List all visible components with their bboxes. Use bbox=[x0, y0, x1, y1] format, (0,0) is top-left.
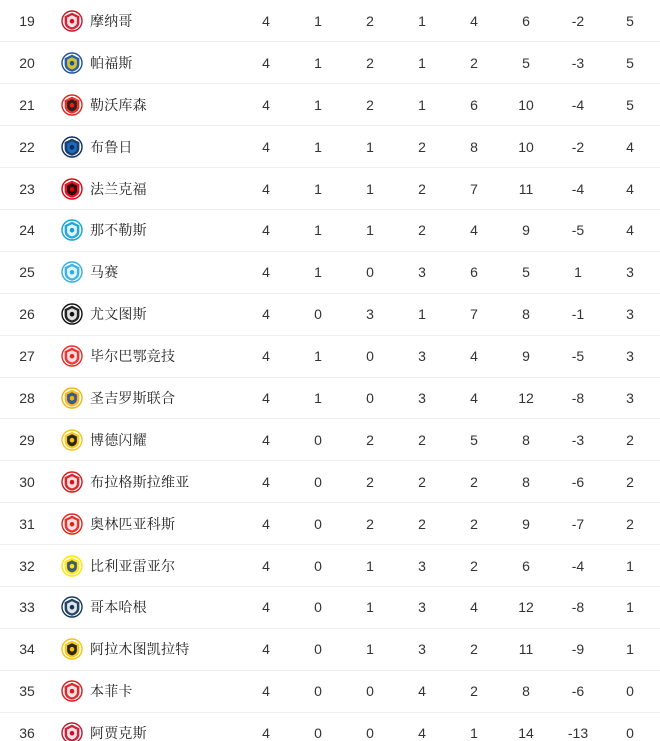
table-row[interactable] bbox=[0, 545, 660, 587]
union-sg-crest bbox=[61, 387, 83, 409]
row-team-name: 法兰克福 bbox=[90, 180, 147, 197]
row-points: 3 bbox=[604, 251, 656, 293]
row-spacer bbox=[656, 503, 660, 545]
row-team-name: 哥本哈根 bbox=[90, 599, 147, 616]
row-wins: 0 bbox=[292, 628, 344, 670]
row-crest-cell bbox=[54, 126, 90, 168]
row-crest-cell bbox=[54, 712, 90, 741]
row-wins: 1 bbox=[292, 377, 344, 419]
row-played: 4 bbox=[240, 0, 292, 42]
row-goal-diff: -6 bbox=[552, 461, 604, 503]
row-points: 3 bbox=[604, 293, 656, 335]
row-team-name: 阿贾克斯 bbox=[90, 725, 147, 741]
row-rank: 22 bbox=[0, 126, 54, 168]
row-goals-for: 8 bbox=[448, 126, 500, 168]
row-played: 4 bbox=[240, 335, 292, 377]
table-row[interactable] bbox=[0, 586, 660, 628]
row-played: 4 bbox=[240, 461, 292, 503]
athletic-bilbao-crest bbox=[61, 345, 83, 367]
table-row[interactable] bbox=[0, 251, 660, 293]
row-spacer bbox=[656, 0, 660, 42]
row-goals-for: 5 bbox=[448, 419, 500, 461]
row-played: 4 bbox=[240, 293, 292, 335]
row-crest-cell bbox=[54, 461, 90, 503]
table-row[interactable] bbox=[0, 168, 660, 210]
row-team-cell[interactable] bbox=[90, 84, 240, 126]
row-rank: 28 bbox=[0, 377, 54, 419]
row-wins: 1 bbox=[292, 0, 344, 42]
row-played: 4 bbox=[240, 712, 292, 741]
row-draws: 2 bbox=[344, 42, 396, 84]
table-row[interactable] bbox=[0, 0, 660, 42]
row-goal-diff: -8 bbox=[552, 586, 604, 628]
row-goal-diff: -2 bbox=[552, 0, 604, 42]
table-row[interactable] bbox=[0, 293, 660, 335]
row-wins: 1 bbox=[292, 84, 344, 126]
row-team-cell[interactable] bbox=[90, 168, 240, 210]
table-row[interactable] bbox=[0, 628, 660, 670]
row-played: 4 bbox=[240, 126, 292, 168]
row-goal-diff: -7 bbox=[552, 503, 604, 545]
row-spacer bbox=[656, 84, 660, 126]
row-spacer bbox=[656, 209, 660, 251]
row-crest-cell bbox=[54, 377, 90, 419]
row-goals-for: 2 bbox=[448, 42, 500, 84]
table-row[interactable] bbox=[0, 712, 660, 741]
row-spacer bbox=[656, 335, 660, 377]
row-goals-for: 2 bbox=[448, 670, 500, 712]
row-played: 4 bbox=[240, 251, 292, 293]
row-wins: 0 bbox=[292, 670, 344, 712]
row-points: 5 bbox=[604, 42, 656, 84]
row-draws: 2 bbox=[344, 84, 396, 126]
row-team-name: 那不勒斯 bbox=[90, 222, 147, 239]
row-draws: 2 bbox=[344, 461, 396, 503]
row-goals-against: 5 bbox=[500, 42, 552, 84]
table-row[interactable] bbox=[0, 42, 660, 84]
row-points: 1 bbox=[604, 545, 656, 587]
row-spacer bbox=[656, 712, 660, 741]
row-losses: 1 bbox=[396, 293, 448, 335]
row-points: 2 bbox=[604, 461, 656, 503]
monaco-crest bbox=[61, 10, 83, 32]
row-team-name: 本菲卡 bbox=[90, 683, 133, 700]
row-losses: 3 bbox=[396, 335, 448, 377]
row-team-cell[interactable] bbox=[90, 251, 240, 293]
villarreal-crest bbox=[61, 555, 83, 577]
row-wins: 0 bbox=[292, 712, 344, 741]
row-goal-diff: -5 bbox=[552, 209, 604, 251]
row-losses: 3 bbox=[396, 377, 448, 419]
row-losses: 1 bbox=[396, 84, 448, 126]
row-spacer bbox=[656, 628, 660, 670]
row-goals-for: 2 bbox=[448, 503, 500, 545]
row-team-cell[interactable] bbox=[90, 461, 240, 503]
napoli-crest bbox=[61, 219, 83, 241]
row-draws: 2 bbox=[344, 419, 396, 461]
row-goals-against: 6 bbox=[500, 545, 552, 587]
row-crest-cell bbox=[54, 168, 90, 210]
row-goal-diff: -5 bbox=[552, 335, 604, 377]
row-played: 4 bbox=[240, 628, 292, 670]
row-crest-cell bbox=[54, 251, 90, 293]
row-points: 1 bbox=[604, 628, 656, 670]
row-spacer bbox=[656, 586, 660, 628]
row-crest-cell bbox=[54, 84, 90, 126]
row-team-cell[interactable] bbox=[90, 503, 240, 545]
row-team-name: 布拉格斯拉维亚 bbox=[90, 473, 190, 490]
row-goals-for: 2 bbox=[448, 628, 500, 670]
row-rank: 36 bbox=[0, 712, 54, 741]
row-draws: 0 bbox=[344, 335, 396, 377]
row-spacer bbox=[656, 545, 660, 587]
row-draws: 1 bbox=[344, 168, 396, 210]
table-row[interactable] bbox=[0, 335, 660, 377]
row-goals-against: 11 bbox=[500, 168, 552, 210]
row-rank: 30 bbox=[0, 461, 54, 503]
row-team-cell[interactable] bbox=[90, 586, 240, 628]
row-goals-for: 1 bbox=[448, 712, 500, 741]
row-rank: 19 bbox=[0, 0, 54, 42]
row-goals-for: 4 bbox=[448, 586, 500, 628]
row-losses: 3 bbox=[396, 628, 448, 670]
row-goal-diff: -9 bbox=[552, 628, 604, 670]
row-losses: 1 bbox=[396, 0, 448, 42]
row-losses: 2 bbox=[396, 126, 448, 168]
row-points: 3 bbox=[604, 335, 656, 377]
row-points: 5 bbox=[604, 84, 656, 126]
row-goals-against: 6 bbox=[500, 0, 552, 42]
row-crest-cell bbox=[54, 0, 90, 42]
row-points: 4 bbox=[604, 209, 656, 251]
kairat-crest bbox=[61, 638, 83, 660]
row-team-cell[interactable] bbox=[90, 670, 240, 712]
row-team-cell[interactable] bbox=[90, 209, 240, 251]
row-goals-against: 9 bbox=[500, 503, 552, 545]
row-draws: 1 bbox=[344, 126, 396, 168]
table-row[interactable] bbox=[0, 209, 660, 251]
row-draws: 1 bbox=[344, 628, 396, 670]
row-wins: 1 bbox=[292, 251, 344, 293]
row-team-cell[interactable] bbox=[90, 419, 240, 461]
row-rank: 32 bbox=[0, 545, 54, 587]
row-losses: 2 bbox=[396, 419, 448, 461]
row-played: 4 bbox=[240, 586, 292, 628]
row-losses: 2 bbox=[396, 461, 448, 503]
row-losses: 3 bbox=[396, 545, 448, 587]
row-spacer bbox=[656, 670, 660, 712]
row-goal-diff: -4 bbox=[552, 545, 604, 587]
leverkusen-crest bbox=[61, 94, 83, 116]
row-points: 0 bbox=[604, 670, 656, 712]
row-rank: 20 bbox=[0, 42, 54, 84]
row-goals-for: 6 bbox=[448, 251, 500, 293]
row-losses: 3 bbox=[396, 251, 448, 293]
table-row[interactable] bbox=[0, 84, 660, 126]
table-row[interactable] bbox=[0, 670, 660, 712]
row-points: 2 bbox=[604, 503, 656, 545]
row-points: 3 bbox=[604, 377, 656, 419]
row-team-name: 毕尔巴鄂竞技 bbox=[90, 348, 176, 365]
row-goals-against: 5 bbox=[500, 251, 552, 293]
row-crest-cell bbox=[54, 545, 90, 587]
row-draws: 2 bbox=[344, 0, 396, 42]
row-crest-cell bbox=[54, 628, 90, 670]
row-wins: 0 bbox=[292, 461, 344, 503]
row-goals-for: 4 bbox=[448, 377, 500, 419]
table-row[interactable] bbox=[0, 503, 660, 545]
row-goals-against: 9 bbox=[500, 335, 552, 377]
table-row[interactable] bbox=[0, 419, 660, 461]
ajax-crest bbox=[61, 722, 83, 741]
row-spacer bbox=[656, 42, 660, 84]
row-goals-for: 4 bbox=[448, 0, 500, 42]
row-goal-diff: 1 bbox=[552, 251, 604, 293]
slavia-prague-crest bbox=[61, 471, 83, 493]
row-team-cell[interactable] bbox=[90, 42, 240, 84]
row-team-cell[interactable] bbox=[90, 545, 240, 587]
row-team-cell[interactable] bbox=[90, 293, 240, 335]
row-draws: 0 bbox=[344, 670, 396, 712]
row-goals-for: 7 bbox=[448, 293, 500, 335]
row-team-name: 帕福斯 bbox=[90, 54, 133, 71]
row-rank: 27 bbox=[0, 335, 54, 377]
juventus-crest bbox=[61, 303, 83, 325]
row-goals-against: 9 bbox=[500, 209, 552, 251]
row-rank: 33 bbox=[0, 586, 54, 628]
row-points: 4 bbox=[604, 168, 656, 210]
row-team-cell[interactable] bbox=[90, 377, 240, 419]
row-goals-for: 6 bbox=[448, 84, 500, 126]
row-crest-cell bbox=[54, 586, 90, 628]
olympiacos-crest bbox=[61, 513, 83, 535]
row-rank: 24 bbox=[0, 209, 54, 251]
row-rank: 26 bbox=[0, 293, 54, 335]
row-goal-diff: -3 bbox=[552, 419, 604, 461]
row-crest-cell bbox=[54, 419, 90, 461]
row-goals-for: 2 bbox=[448, 545, 500, 587]
row-played: 4 bbox=[240, 42, 292, 84]
row-losses: 1 bbox=[396, 42, 448, 84]
row-spacer bbox=[656, 251, 660, 293]
row-goals-against: 8 bbox=[500, 293, 552, 335]
copenhagen-crest bbox=[61, 596, 83, 618]
row-losses: 4 bbox=[396, 712, 448, 741]
row-goal-diff: -6 bbox=[552, 670, 604, 712]
row-losses: 2 bbox=[396, 503, 448, 545]
row-points: 1 bbox=[604, 586, 656, 628]
row-crest-cell bbox=[54, 42, 90, 84]
row-draws: 3 bbox=[344, 293, 396, 335]
row-team-name: 勒沃库森 bbox=[90, 96, 147, 113]
row-rank: 29 bbox=[0, 419, 54, 461]
row-played: 4 bbox=[240, 419, 292, 461]
row-rank: 21 bbox=[0, 84, 54, 126]
row-goal-diff: -8 bbox=[552, 377, 604, 419]
benfica-crest bbox=[61, 680, 83, 702]
row-losses: 2 bbox=[396, 209, 448, 251]
row-crest-cell bbox=[54, 335, 90, 377]
row-team-name: 阿拉木图凯拉特 bbox=[90, 641, 190, 658]
row-team-cell[interactable] bbox=[90, 126, 240, 168]
row-wins: 1 bbox=[292, 42, 344, 84]
row-wins: 1 bbox=[292, 126, 344, 168]
row-spacer bbox=[656, 461, 660, 503]
row-wins: 1 bbox=[292, 168, 344, 210]
row-goal-diff: -2 bbox=[552, 126, 604, 168]
row-team-name: 圣吉罗斯联合 bbox=[90, 389, 176, 406]
row-goals-against: 8 bbox=[500, 670, 552, 712]
row-draws: 2 bbox=[344, 503, 396, 545]
row-points: 4 bbox=[604, 126, 656, 168]
row-rank: 23 bbox=[0, 168, 54, 210]
row-goals-against: 14 bbox=[500, 712, 552, 741]
row-team-name: 尤文图斯 bbox=[90, 306, 147, 323]
row-wins: 0 bbox=[292, 419, 344, 461]
row-played: 4 bbox=[240, 168, 292, 210]
row-wins: 0 bbox=[292, 503, 344, 545]
row-draws: 0 bbox=[344, 251, 396, 293]
row-spacer bbox=[656, 126, 660, 168]
row-losses: 4 bbox=[396, 670, 448, 712]
row-rank: 25 bbox=[0, 251, 54, 293]
row-team-name: 摩纳哥 bbox=[90, 12, 133, 29]
row-points: 5 bbox=[604, 0, 656, 42]
row-goal-diff: -4 bbox=[552, 84, 604, 126]
row-goals-for: 4 bbox=[448, 335, 500, 377]
marseille-crest bbox=[61, 261, 83, 283]
row-played: 4 bbox=[240, 84, 292, 126]
row-team-cell[interactable] bbox=[90, 628, 240, 670]
row-goal-diff: -1 bbox=[552, 293, 604, 335]
row-crest-cell bbox=[54, 503, 90, 545]
row-crest-cell bbox=[54, 209, 90, 251]
row-draws: 1 bbox=[344, 545, 396, 587]
row-team-cell[interactable] bbox=[90, 0, 240, 42]
row-goals-against: 12 bbox=[500, 377, 552, 419]
row-rank: 35 bbox=[0, 670, 54, 712]
row-wins: 1 bbox=[292, 209, 344, 251]
row-crest-cell bbox=[54, 293, 90, 335]
row-draws: 0 bbox=[344, 712, 396, 741]
row-team-cell[interactable] bbox=[90, 712, 240, 741]
row-goal-diff: -3 bbox=[552, 42, 604, 84]
club-brugge-crest bbox=[61, 136, 83, 158]
row-team-name: 马赛 bbox=[90, 264, 119, 281]
row-spacer bbox=[656, 419, 660, 461]
row-goal-diff: -4 bbox=[552, 168, 604, 210]
row-goals-against: 8 bbox=[500, 419, 552, 461]
row-rank: 31 bbox=[0, 503, 54, 545]
pafos-crest bbox=[61, 52, 83, 74]
row-goals-against: 12 bbox=[500, 586, 552, 628]
row-goals-against: 11 bbox=[500, 628, 552, 670]
row-goals-against: 10 bbox=[500, 126, 552, 168]
row-points: 0 bbox=[604, 712, 656, 741]
row-played: 4 bbox=[240, 503, 292, 545]
row-spacer bbox=[656, 377, 660, 419]
row-goals-against: 10 bbox=[500, 84, 552, 126]
row-wins: 0 bbox=[292, 293, 344, 335]
row-wins: 0 bbox=[292, 586, 344, 628]
row-wins: 0 bbox=[292, 545, 344, 587]
row-played: 4 bbox=[240, 209, 292, 251]
row-goal-diff: -13 bbox=[552, 712, 604, 741]
row-draws: 1 bbox=[344, 586, 396, 628]
table-row[interactable] bbox=[0, 377, 660, 419]
row-team-name: 奥林匹亚科斯 bbox=[90, 515, 176, 532]
row-wins: 1 bbox=[292, 335, 344, 377]
row-team-name: 比利亚雷亚尔 bbox=[90, 557, 176, 574]
frankfurt-crest bbox=[61, 178, 83, 200]
row-spacer bbox=[656, 168, 660, 210]
row-played: 4 bbox=[240, 670, 292, 712]
row-draws: 0 bbox=[344, 377, 396, 419]
row-rank: 34 bbox=[0, 628, 54, 670]
row-played: 4 bbox=[240, 377, 292, 419]
table-row[interactable] bbox=[0, 461, 660, 503]
row-goals-against: 8 bbox=[500, 461, 552, 503]
row-goals-for: 2 bbox=[448, 461, 500, 503]
row-goals-for: 7 bbox=[448, 168, 500, 210]
row-goals-for: 4 bbox=[448, 209, 500, 251]
bodo-glimt-crest bbox=[61, 429, 83, 451]
row-draws: 1 bbox=[344, 209, 396, 251]
row-team-name: 博德闪耀 bbox=[90, 431, 147, 448]
row-spacer bbox=[656, 293, 660, 335]
row-played: 4 bbox=[240, 545, 292, 587]
table-row[interactable] bbox=[0, 126, 660, 168]
row-team-cell[interactable] bbox=[90, 335, 240, 377]
row-losses: 2 bbox=[396, 168, 448, 210]
row-losses: 3 bbox=[396, 586, 448, 628]
row-team-name: 布鲁日 bbox=[90, 138, 133, 155]
row-crest-cell bbox=[54, 670, 90, 712]
row-points: 2 bbox=[604, 419, 656, 461]
